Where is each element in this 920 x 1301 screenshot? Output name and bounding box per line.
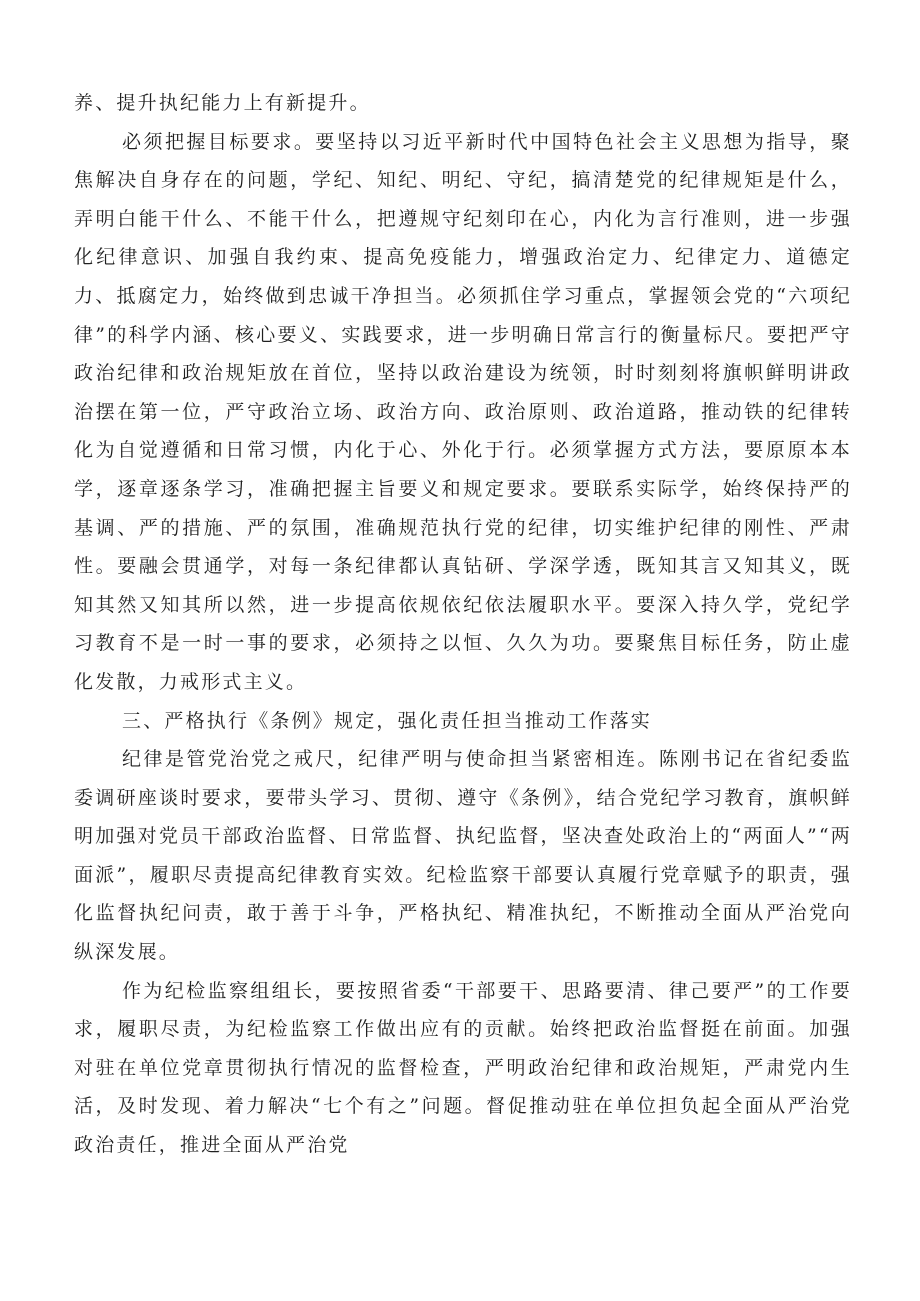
section-heading-three: 三、严格执行《条例》规定，强化责任担当推动工作落实 (122, 709, 653, 732)
paragraph-team-leader-duty: 作为纪检监察组组长，要按照省委“干部要干、思路要清、律己要严”的工作要求，履职尽责，为纪检监察工作做出应有的贡献。始终把政治监督挺在前面。加强对驻在单位党章贯彻执行情况的监督检查，严明政治纪律和政治规矩，严肃党内生活，及时发现、着力解决“七个有之”问题。督促推动驻在单位担负起全面从严治党政治责任，推进全面从严治党 (74, 979, 852, 1157)
document-body (74, 84, 852, 1165)
paragraph-continuation: 养、提升执纪能力上有新提升。 (74, 92, 371, 114)
paragraph-discipline-ruler: 纪律是管党治党之戒尺，纪律严明与使命担当紧密相连。陈刚书记在省纪委监委调研座谈时要求，要带头学习、贯彻、遵守《条例》，结合党纪学习教育，旗帜鲜明加强对党员干部政治监督、日常监督、执纪监督，坚决查处政治上的“两面人”“两面派”，履职尽责提高纪律教育实效。纪检监察干部要认真履行党章赋予的职责，强化监督执纪问责，敢于善于斗争，严格执纪、精准执纪，不断推动全面从严治党向纵深发展。 (74, 748, 852, 964)
paragraph-goal-requirements: 必须把握目标要求。要坚持以习近平新时代中国特色社会主义思想为指导，聚焦解决自身存在的问题，学纪、知纪、明纪、守纪，搞清楚党的纪律规矩是什么，弄明白能干什么、不能干什么，把遵规守纪刻印在心，内化为言行准则，进一步强化纪律意识、加强自我约束、提高免疫能力，增强政治定力、纪律定力、道德定力、抵腐定力，始终做到忠诚干净担当。必须抓住学习重点，掌握领会党的“六项纪律”的科学内涵、核心要义、实践要求，进一步明确日常言行的衡量标尺。要把严守政治纪律和政治规矩放在首位，坚持以政治建设为统领，时时刻刻将旗帜鲜明讲政治摆在第一位，严守政治立场、政治方向、政治原则、政治道路，推动铁的纪律转化为自觉遵循和日常习惯，内化于心、外化于行。必须掌握方式方法，要原原本本学，逐章逐条学习，准确把握主旨要义和规定要求。要联系实际学，始终保持严的基调、严的措施、严的氛围，准确规范执行党的纪律，切实维护纪律的刚性、严肃性。要融会贯通学，对每一条纪律都认真钻研、学深学透，既知其言又知其义，既知其然又知其所以然，进一步提高依规依纪依法履职水平。要深入持久学，党纪学习教育不是一时一事的要求，必须持之以恒、久久为功。要聚焦目标任务，防止虚化发散，力戒形式主义。 (74, 130, 852, 693)
